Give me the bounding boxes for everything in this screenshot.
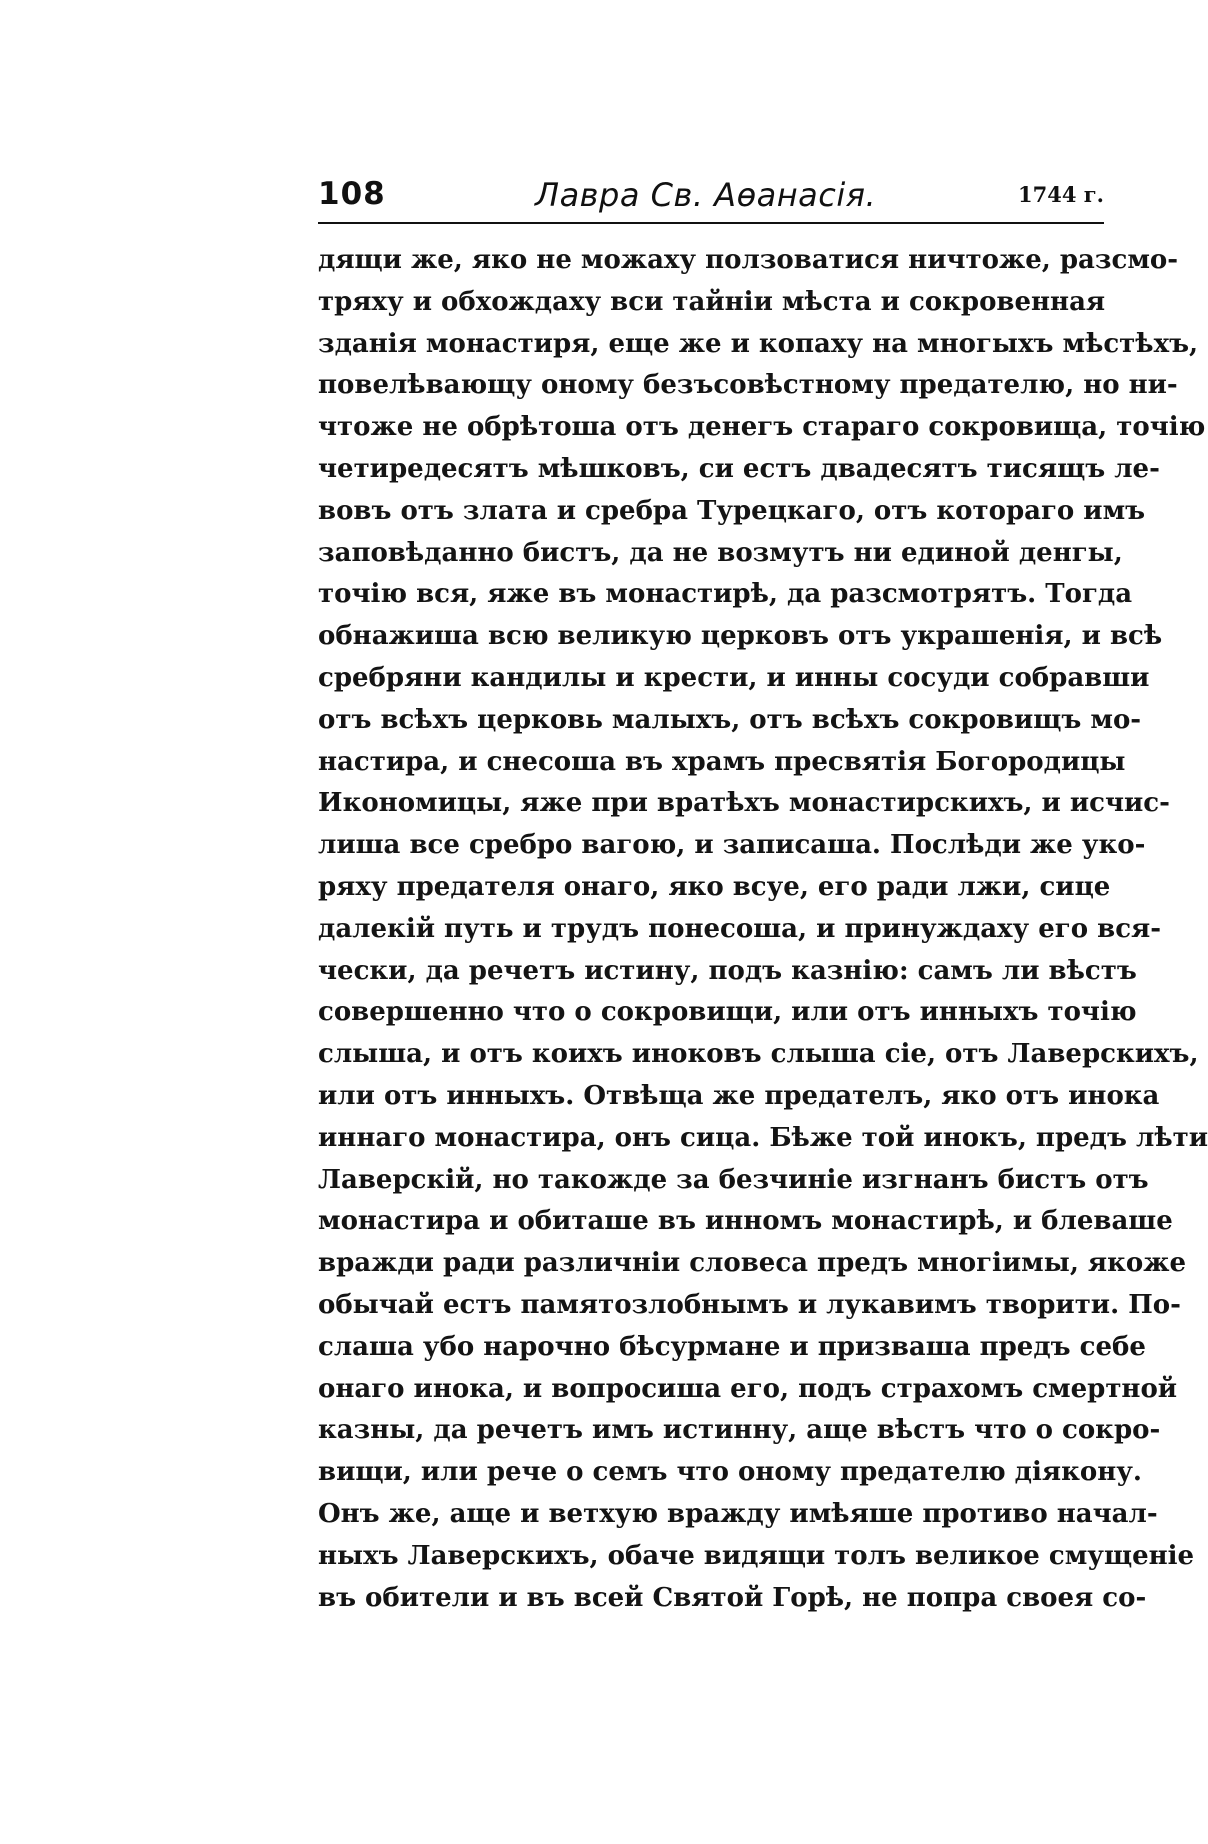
book-page bbox=[318, 176, 1208, 1619]
text-line: иннаго монастира, онъ сица. Бѣже той инокъ, предъ лѣти bbox=[318, 1122, 1208, 1153]
text-line: онаго инока, и вопросиша его, подъ страхомъ смертной bbox=[318, 1373, 1178, 1404]
text-line: въ обители и въ всей Святой Горѣ, не попра своея со- bbox=[318, 1582, 1147, 1613]
text-line: чески, да речетъ истину, подъ казнію: самъ ли вѣстъ bbox=[318, 955, 1137, 986]
text-line: ныхъ Лаверскихъ, обаче видящи толъ великое смущеніе bbox=[318, 1540, 1195, 1571]
text-line: обычай естъ памятозлобнымъ и лукавимъ творити. По- bbox=[318, 1289, 1181, 1320]
text-line: дящи же, яко не можаху ползоватися ничтоже, разсмо- bbox=[318, 245, 1179, 275]
running-title: Лавра Св. Аѳанасія. bbox=[535, 176, 877, 214]
text-line: далекій путь и трудъ понесоша, и принуждаху его вся- bbox=[318, 913, 1162, 944]
text-line: четиредесятъ мѣшковъ, си естъ двадесятъ тисящъ ле- bbox=[318, 453, 1160, 484]
text-line: отъ всѣхъ церковь малыхъ, отъ всѣхъ сокровищъ мо- bbox=[318, 704, 1142, 735]
text-line: настира, и снесоша въ храмъ пресвятія Богородицы bbox=[318, 746, 1126, 777]
text-line: Икономицы, яже при вратѣхъ монастирскихъ, и исчис- bbox=[318, 788, 1170, 819]
text-line: слаша убо нарочно бѣсурмане и призваша предъ себе bbox=[318, 1331, 1146, 1362]
text-line: или отъ инныхъ. Отвѣща же предателъ, яко отъ инока bbox=[318, 1080, 1160, 1111]
running-year: 1744 г. bbox=[1018, 182, 1104, 207]
text-line: вовъ отъ злата и сребра Турецкаго, отъ котораго имъ bbox=[318, 495, 1146, 526]
text-line: лиша все сребро вагою, и записаша. Послѣди же уко- bbox=[318, 830, 1146, 861]
text-line: обнажиша всю великую церковъ отъ украшенія, и всѣ bbox=[318, 621, 1163, 652]
text-line: Лаверскій, но такожде за безчиніе изгнанъ бистъ отъ bbox=[318, 1164, 1149, 1195]
text-line: совершенно что о сокровищи, или отъ инныхъ точію bbox=[318, 997, 1137, 1028]
page-number: 108 bbox=[318, 176, 386, 212]
text-line: слыша, и отъ коихъ иноковъ слыша сіе, отъ Лаверскихъ, bbox=[318, 1039, 1199, 1070]
text-line: казны, да речетъ имъ истинну, аще вѣстъ что о сокро- bbox=[318, 1415, 1161, 1446]
body-text bbox=[318, 240, 1208, 1619]
text-line: Онъ же, аще и ветхую вражду имѣяше противо начал- bbox=[318, 1498, 1158, 1529]
text-line: ряху предателя онаго, яко всуе, его ради лжи, сице bbox=[318, 871, 1111, 902]
text-line: повелѣвающу оному безъсовѣстному предателю, но ни- bbox=[318, 370, 1178, 401]
text-line: тряху и обхождаху вси тайніи мѣста и сокровенная bbox=[318, 286, 1106, 317]
text-line: вражди ради различніи словеса предъ многіимы, якоже bbox=[318, 1248, 1187, 1279]
text-line: чтоже не обрѣтоша отъ денегъ стараго сокровища, точію bbox=[318, 412, 1206, 443]
text-line: точію вся, яже въ монастирѣ, да разсмотрятъ. Тогда bbox=[318, 579, 1133, 610]
text-line: сребряни кандилы и крести, и инны сосуди собравши bbox=[318, 662, 1150, 693]
running-head bbox=[318, 176, 1104, 224]
text-line: вищи, или рече о семъ что оному предателю діякону. bbox=[318, 1457, 1142, 1488]
text-line: зданія монастиря, еще же и копаху на многыхъ мѣстѣхъ, bbox=[318, 328, 1199, 359]
text-line: заповѣданно бистъ, да не возмутъ ни единой денгы, bbox=[318, 537, 1123, 568]
text-line: монастира и обиташе въ инномъ монастирѣ, и блеваше bbox=[318, 1206, 1173, 1237]
